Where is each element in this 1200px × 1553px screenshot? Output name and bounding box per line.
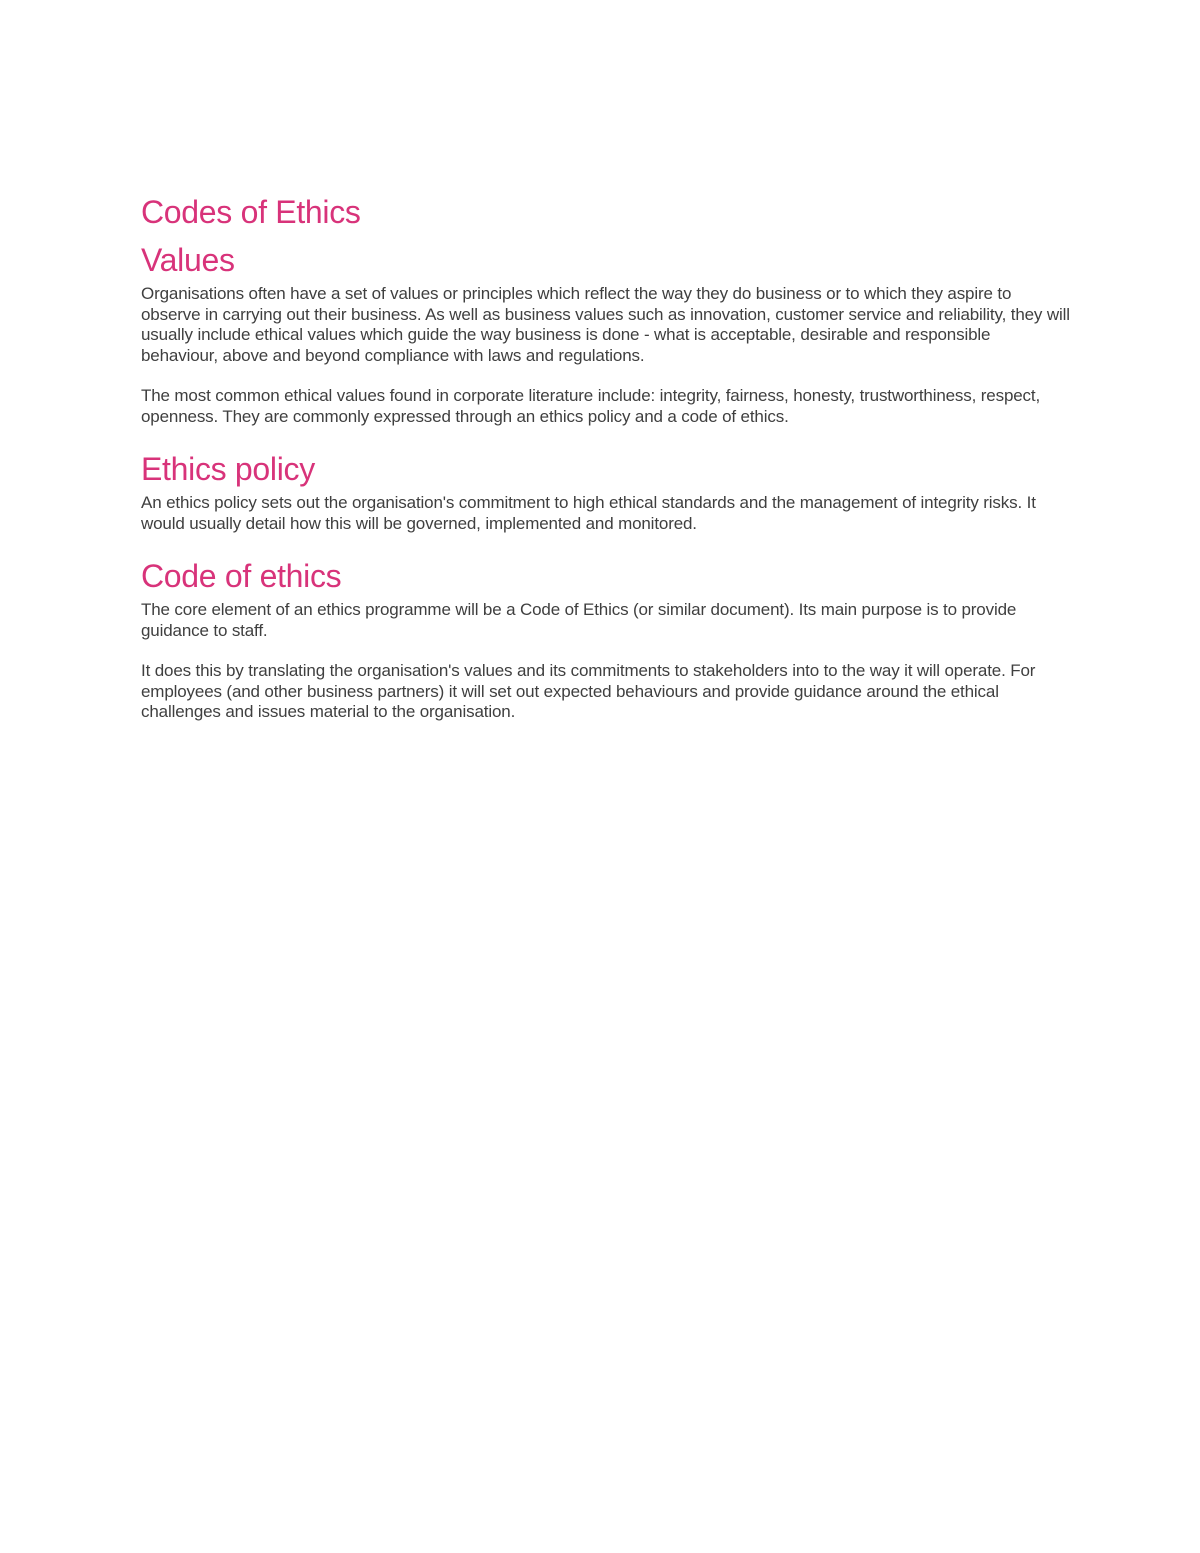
section-heading-ethics-policy: Ethics policy (141, 451, 315, 487)
section-values (141, 240, 1071, 427)
values-paragraph-2: The most common ethical values found in corporate literature include: integrity, fairness, honesty, trustworthiness, respect, openness. They are commonly expressed through an ethics policy and a code of ethics. (141, 386, 1041, 426)
code-of-ethics-paragraph-1: The core element of an ethics programme will be a Code of Ethics (or similar document). Its main purpose is to provide guidance to staff. (141, 600, 1017, 640)
section-ethics-policy (141, 449, 1071, 534)
document-title: Codes of Ethics (141, 194, 361, 230)
values-paragraph-1: Organisations often have a set of values or principles which reflect the way they do business or to which they aspire to observe in carrying out their business. As well as business values such as innovation, customer service and reliability, they will usually include ethical values which guide the way business is done - what is acceptable, desirable and responsible behaviour, above and beyond compliance with laws and regulations. (141, 284, 1070, 365)
section-heading-code-of-ethics: Code of ethics (141, 558, 342, 594)
code-of-ethics-paragraph-2: It does this by translating the organisation's values and its commitments to stakeholders into to the way it will operate. For employees (and other business partners) it will set out expected behaviours and provide guidance around the ethical challenges and issues material to the organisation. (141, 661, 1036, 721)
document-page (141, 192, 1071, 723)
section-heading-values: Values (141, 242, 235, 278)
section-code-of-ethics (141, 556, 1071, 723)
ethics-policy-paragraph-1: An ethics policy sets out the organisation's commitment to high ethical standards and the management of integrity risks. It would usually detail how this will be governed, implemented and monitored. (141, 493, 1036, 533)
